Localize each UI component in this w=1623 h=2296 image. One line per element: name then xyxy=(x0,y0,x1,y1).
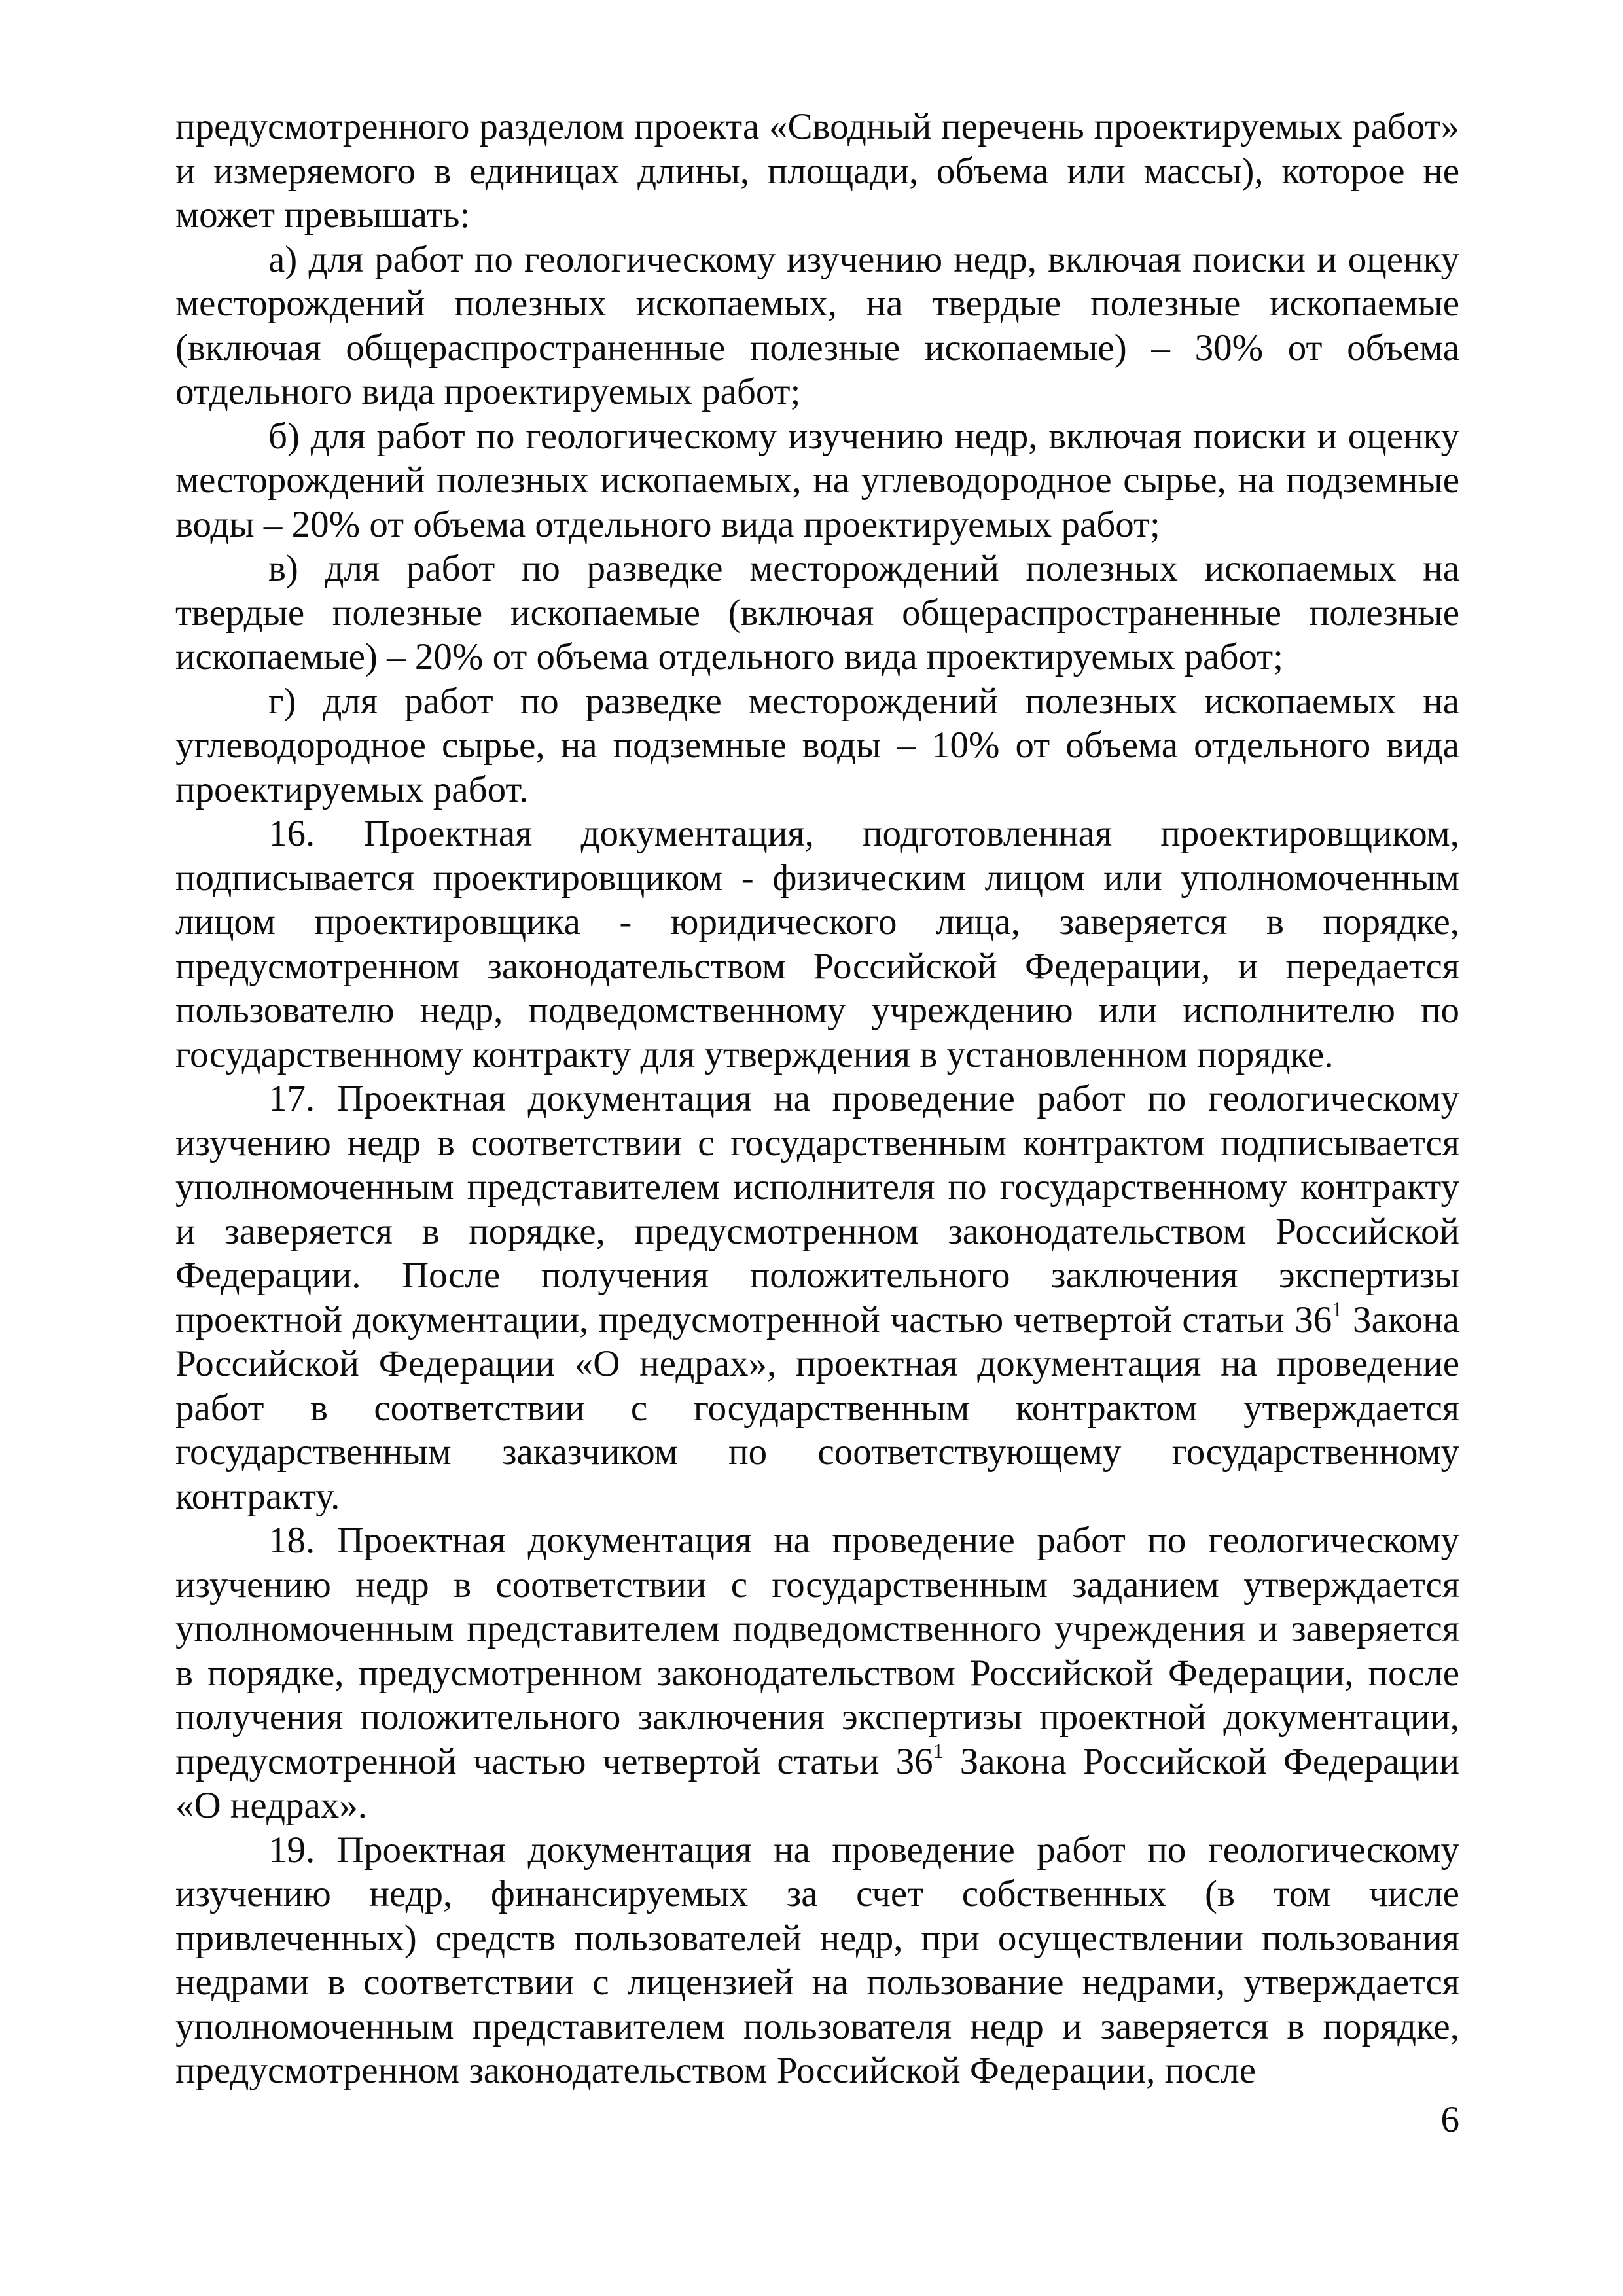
document-body xyxy=(175,105,1459,2093)
paragraph-16: 16. Проектная документация, подготовленная проектировщиком, подписывается проектировщиком - физическим лицом или уполномоченным лицом проектировщика - юридического лица, заверяется в порядке, предусмотренном законодательством Российской Федерации, и передается пользователю недр, подведомственному учреждению или исполнителю по государственному контракту для утверждения в установленном порядке. xyxy=(175,813,1459,1075)
paragraph-17 xyxy=(175,1077,1459,1518)
paragraph-18-superscript: 1 xyxy=(933,1738,944,1763)
list-item-a: а) для работ по геологическому изучению недр, включая поиски и оценку месторождений полезных ископаемых, на твердые полезные ископаемые (включая общераспространенные полезные ископаемые) – 30% от объема отдельного вида проектируемых работ; xyxy=(175,238,1459,412)
paragraph-17-superscript: 1 xyxy=(1332,1297,1343,1321)
paragraph-18-text-1: 18. Проектная документация на проведение работ по геологическому изучению недр в соответствии с государственным заданием утверждается уполномоченным представителем подведомственного учреждения и заверяется в порядке, предусмотренном законодательством Российской Федерации, после получения положительного заключения экспертизы проектной документации, предусмотренной частью четвертой статьи 36 xyxy=(175,1520,1459,1782)
paragraph-18 xyxy=(175,1518,1459,1828)
list-item-v: в) для работ по разведке месторождений полезных ископаемых на твердые полезные ископаемые (включая общераспространенные полезные ископаемые) – 20% от объема отдельного вида проектируемых работ; xyxy=(175,548,1459,677)
paragraph-19: 19. Проектная документация на проведение работ по геологическому изучению недр, финансируемых за счет собственных (в том числе привлеченных) средств пользователей недр, при осуществлении пользования недрами в соответствии с лицензией на пользование недрами, утверждается уполномоченным представителем пользователя недр и заверяется в порядке, предусмотренном законодательством Российской Федерации, после xyxy=(175,1829,1459,2091)
paragraph-18-text-2: Закона Российской Федерации «О недрах». xyxy=(175,1740,1459,1826)
paragraph-17-text-1: 17. Проектная документация на проведение работ по геологическому изучению недр в соответствии с государственным контрактом подписывается уполномоченным представителем исполнителя по государственному контракту и заверяется в порядке, предусмотренном законодательством Российской Федерации. После получения положительного заключения экспертизы проектной документации, предусмотренной частью четвертой статьи 36 xyxy=(175,1078,1459,1340)
list-item-b: б) для работ по геологическому изучению недр, включая поиски и оценку месторождений полезных ископаемых, на углеводородное сырье, на подземные воды – 20% от объема отдельного вида проектируемых работ; xyxy=(175,415,1459,545)
paragraph-continuation: предусмотренного разделом проекта «Сводный перечень проектируемых работ» и измеряемого в единицах длины, площади, объема или массы), которое не может превышать: xyxy=(175,106,1459,236)
list-item-g: г) для работ по разведке месторождений полезных ископаемых на углеводородное сырье, на подземные воды – 10% от объема отдельного вида проектируемых работ. xyxy=(175,680,1459,810)
paragraph-17-text-2: Закона Российской Федерации «О недрах», проектная документация на проведение работ в соответствии с государственным контрактом утверждается государственным заказчиком по соответствующему государственному контракту. xyxy=(175,1299,1459,1517)
page-number: 6 xyxy=(1440,2099,1459,2140)
